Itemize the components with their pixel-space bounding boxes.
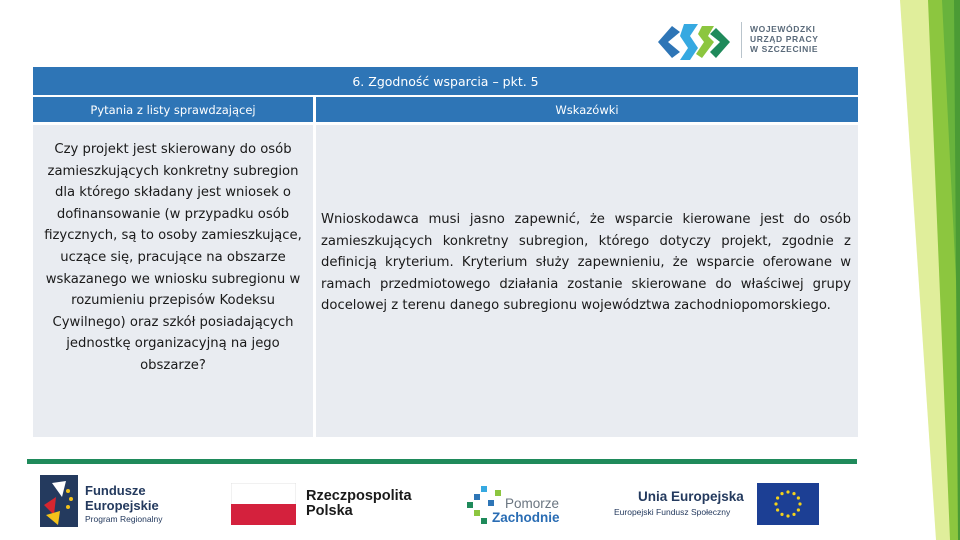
wup-name [750,24,818,54]
eu-star [792,513,795,516]
eu-star [798,502,801,505]
column-header-guidance: Wskazówki [316,97,858,122]
eu-funds-title [85,483,159,513]
eu-star [774,502,777,505]
rp-name [306,489,412,519]
column-header-questions: Pytania z listy sprawdzającej [33,97,313,122]
question-cell [33,125,313,437]
logo-separator [741,22,742,58]
eu-star [776,508,779,511]
eu-star [780,492,783,495]
eu-star [780,513,783,516]
eu-star [797,508,800,511]
guidance-cell [316,125,858,437]
eu-funds-subtitle: Program Regionalny [85,514,163,524]
eu-funds-line-2: Europejskie [85,498,159,513]
footer-rule [27,459,857,464]
eu-star [786,514,789,517]
wup-line-3: W SZCZECINIE [750,44,819,54]
eu-star [776,496,779,499]
table-title: 6. Zgodność wsparcia – pkt. 5 [33,67,858,95]
decorative-green-stripes [850,0,960,540]
eu-flag-icon [757,483,819,525]
criteria-table [33,67,858,437]
polish-flag-icon [231,483,296,525]
wup-line-2: URZĄD PRACY [750,34,819,44]
eu-star [797,496,800,499]
guidance-text: Wnioskodawca musi jasno zapewnić, że wsparcie kierowane jest do osób zamieszkujących konkretny subregion, którego dotyczy projekt, zgodnie z definicją kryterium. Kryterium służy zapewnieniu, że wsparcie oferowane w ramach przedmiotowego działania zostanie skierowane do właściwej grupy docelowej z terenu danego subregionu województwa zachodniopomorskiego. [321,212,851,314]
eu-star [786,490,789,493]
eu-subtitle: Europejski Fundusz Społeczny [614,507,731,517]
eu-star [792,492,795,495]
eu-funds-logo-icon [40,475,78,527]
eu-funds-line-1: Fundusze [85,483,146,498]
question-text: Czy projekt jest skierowany do osób zamieszkujących konkretny subregion dla którego składany jest wniosek o dofinansowanie (w przypadku osób fizycznych, są to osoby zamieszkujące, uczące się, pracujące na obszarze wskazanego we wniosku subregionu w rozumieniu przepisów Kodeksu Cywilnego) oraz szkół posiadających jednostkę organizacyjną na jego obszarze? [44,142,302,373]
wup-line-1: WOJEWÓDZKI [750,24,816,34]
eu-title: Unia Europejska [638,489,744,504]
rp-line-2: Polska [306,503,353,519]
rp-line-1: Rzeczpospolita [306,488,412,504]
pz-line-2: Zachodnie [492,510,560,525]
pz-line-1: Pomorze [505,496,560,511]
